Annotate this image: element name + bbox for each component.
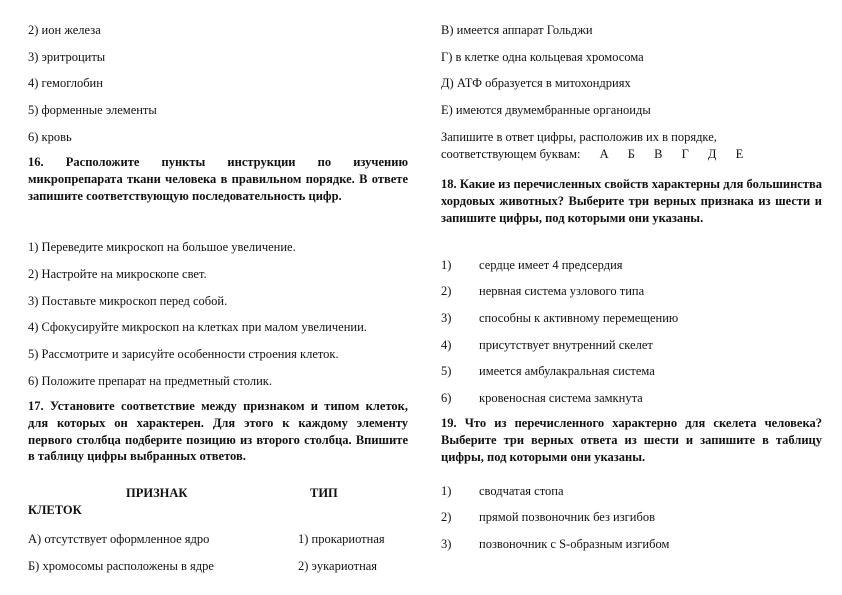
list-item: 6) кровь — [28, 130, 72, 144]
answer-instruction-label: соответствующем буквам: — [441, 147, 581, 161]
option-number: 1) — [441, 484, 452, 498]
option-number: 3) — [441, 311, 452, 325]
list-item: Д) АТФ образуется в митохондриях — [441, 76, 631, 90]
list-item: Е) имеются двумембранные органоиды — [441, 103, 651, 117]
option-text: имеется амбулакральная система — [479, 364, 655, 378]
answer-letter: А — [599, 147, 609, 161]
instruction-item: 2) Настройте на микроскопе свет. — [28, 267, 207, 281]
list-item: 2) ион железа — [28, 23, 101, 37]
option-text: кровеносная система замкнута — [479, 391, 643, 405]
option-text: позвоночник с S-образным изгибом — [479, 537, 670, 551]
instruction-item: 4) Сфокусируйте микроскоп на клетках при малом увеличении. — [28, 320, 367, 334]
option-text: сердце имеет 4 предсердия — [479, 258, 623, 272]
answer-letter: В — [654, 147, 663, 161]
option-number: 6) — [441, 391, 452, 405]
answer-instruction: Запишите в ответ цифры, расположив их в порядке, — [441, 130, 717, 144]
option-text: способны к активному перемещению — [479, 311, 679, 325]
answer-instruction-letters — [441, 147, 743, 162]
header-sign: ПРИЗНАК — [126, 486, 188, 500]
option-number: 2) — [441, 284, 452, 298]
instruction-item: 3) Поставьте микроскоп перед собой. — [28, 294, 228, 308]
answer-letter: Г — [681, 147, 689, 161]
list-item: 4) гемоглобин — [28, 76, 103, 90]
option-number: 1) — [441, 258, 452, 272]
list-item: В) имеется аппарат Гольджи — [441, 23, 593, 37]
question-18: 18. Какие из перечисленных свойств характерны для большинства хордовых животных? Выберите три верных признака из шести и запишите цифры, под которыми они указаны. — [441, 177, 822, 225]
answer-letter: Е — [735, 147, 744, 161]
option-text: сводчатая стопа — [479, 484, 564, 498]
answer-letter: Б — [627, 147, 635, 161]
question-19: 19. Что из перечисленного характерно для скелета человека? Выберите три верных ответа из шести и запишите в таблицу цифры, под которыми они указаны. — [441, 416, 822, 464]
option-number: 5) — [441, 364, 452, 378]
instruction-item: 5) Рассмотрите и зарисуйте особенности строения клеток. — [28, 347, 339, 361]
match-type: 1) прокариотная — [298, 532, 385, 546]
option-text: нервная система узлового типа — [479, 284, 645, 298]
instruction-item: 1) Переведите микроскоп на большое увеличение. — [28, 240, 296, 254]
header-type: ТИП — [310, 486, 338, 500]
instruction-item: 6) Положите препарат на предметный столик. — [28, 374, 273, 388]
question-17: 17. Установите соответствие между признаком и типом клеток, для которых он характерен. Для этого к каждому элементу первого столбца подберите позицию из второго столбца. Впишите в таблицу цифры выбранных ответов. — [28, 399, 408, 464]
list-item: 3) эритроциты — [28, 50, 106, 64]
option-number: 4) — [441, 338, 452, 352]
list-item: 5) форменные элементы — [28, 103, 157, 117]
match-sign: Б) хромосомы расположены в ядре — [28, 559, 214, 573]
list-item: Г) в клетке одна кольцевая хромосома — [441, 50, 644, 64]
header-cells: КЛЕТОК — [28, 503, 82, 517]
question-16: 16. Расположите пункты инструкции по изучению микропрепарата ткани человека в правильном порядке. В ответе запишите соответствующую последовательность цифр. — [28, 155, 408, 203]
option-number: 2) — [441, 510, 452, 524]
match-type: 2) эукариотная — [298, 559, 378, 573]
match-sign: А) отсутствует оформленное ядро — [28, 532, 210, 546]
option-text: прямой позвоночник без изгибов — [479, 510, 656, 524]
option-text: присутствует внутренний скелет — [479, 338, 653, 352]
answer-letter: Д — [707, 147, 717, 161]
option-number: 3) — [441, 537, 452, 551]
